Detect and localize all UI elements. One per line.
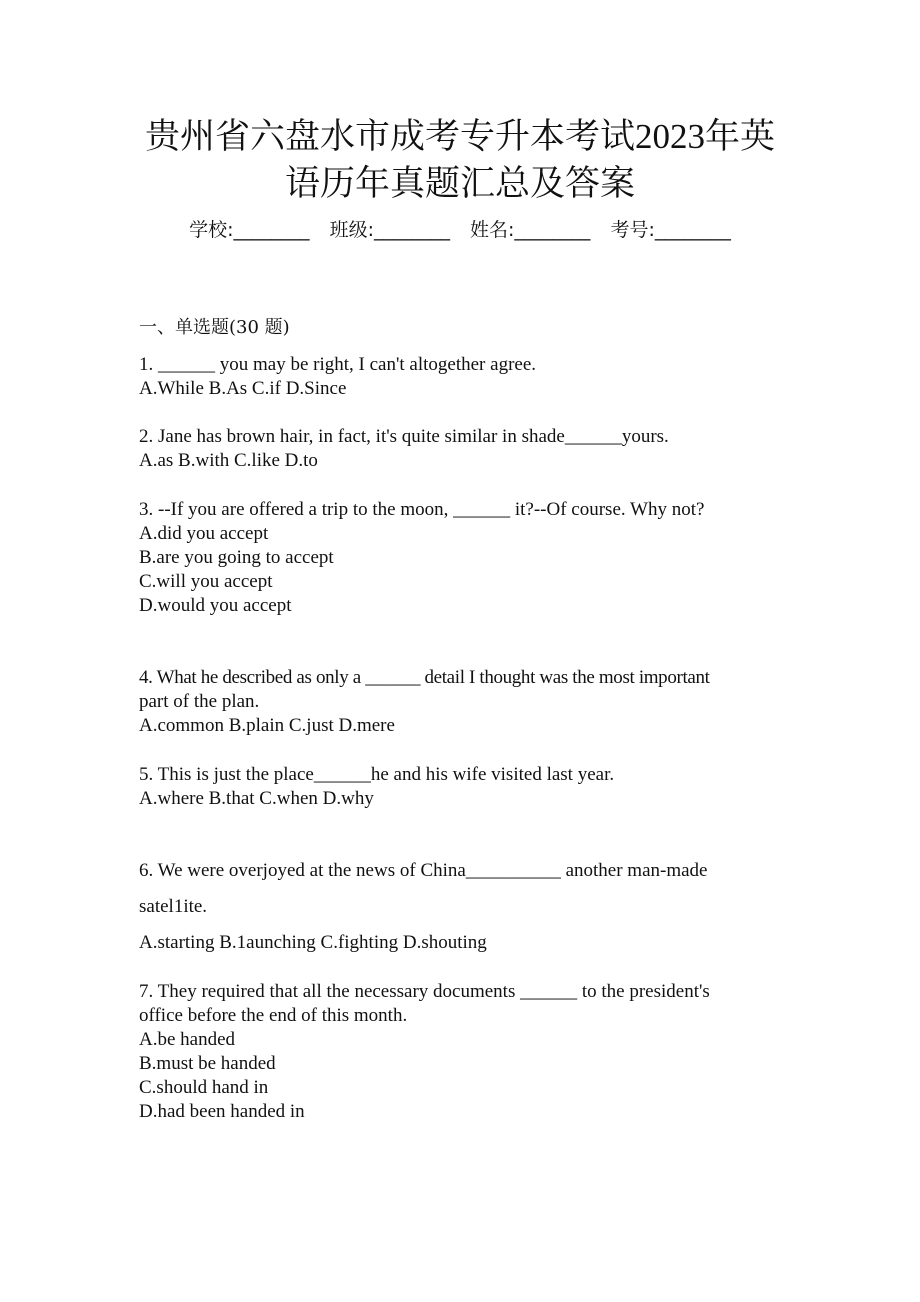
student-info-row [0,216,920,244]
question-7-stem-cont: office before the end of this month. [139,1005,408,1026]
page-title-line-2: 语历年真题汇总及答案 [284,164,635,203]
question-2-options: A.as B.with C.like D.to [139,450,318,471]
question-6-options: A.starting B.1aunching C.fighting D.shouting [139,932,487,953]
question-1-stem: 1. ______ you may be right, I can't altogether agree. [139,354,537,375]
question-6-stem-cont: satel1ite. [139,896,208,917]
question-1-options: A.While B.As C.if D.Since [139,378,347,399]
question-7-option-c: C.should hand in [139,1077,269,1098]
question-3-option-d: D.would you accept [139,595,292,616]
question-7-option-d: D.had been handed in [139,1101,305,1122]
question-6-stem: 6. We were overjoyed at the news of China__________ another man-made [139,860,708,881]
section-title: 一、单选题(30 题) [139,317,290,338]
question-7-option-a: A.be handed [139,1029,236,1050]
question-7-option-b: B.must be handed [139,1053,276,1074]
question-3-option-c: C.will you accept [139,571,273,592]
class-field: 班级:________ [329,219,450,241]
exam-number-field: 考号:________ [610,219,731,241]
page-title-line-1: 贵州省六盘水市成考专升本考试2023年英 [144,117,775,156]
question-5-options: A.where B.that C.when D.why [139,788,374,809]
question-7-stem: 7. They required that all the necessary documents ______ to the president's [139,981,710,1002]
school-field: 学校:________ [189,219,310,241]
question-5-stem: 5. This is just the place______he and his wife visited last year. [139,764,615,785]
question-3-option-b: B.are you going to accept [139,547,334,568]
question-4-stem-cont: part of the plan. [139,691,260,712]
question-4-options: A.common B.plain C.just D.mere [139,715,395,736]
question-4-stem: 4. What he described as only a ______ detail I thought was the most important [139,667,710,688]
question-3-option-a: A.did you accept [139,523,269,544]
question-2-stem: 2. Jane has brown hair, in fact, it's quite similar in shade______yours. [139,426,669,447]
question-3-stem: 3. --If you are offered a trip to the moon, ______ it?--Of course. Why not? [139,499,705,520]
name-field: 姓名:________ [470,219,591,241]
